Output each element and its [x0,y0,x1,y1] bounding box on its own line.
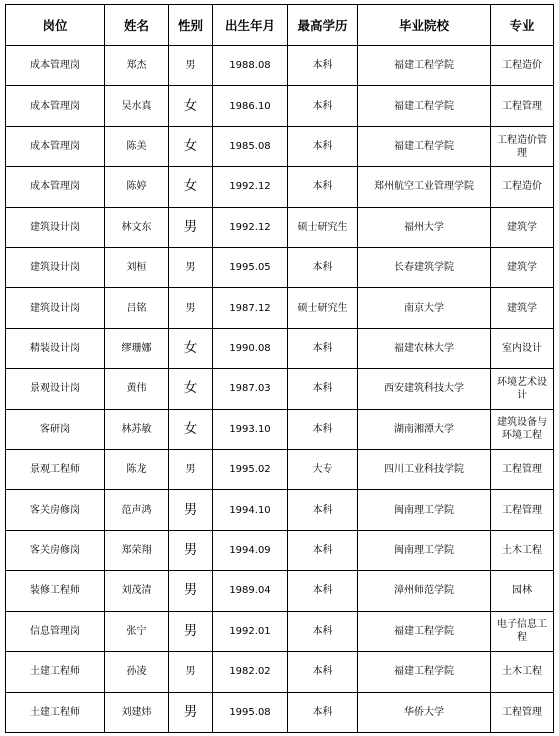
cell-birth-date: 1992.12 [213,207,288,247]
table-row [6,571,554,611]
table-row [6,328,554,368]
cell-major: 园林 [491,571,554,611]
cell-birth-date: 1995.08 [213,692,288,733]
cell-position: 土建工程师 [6,652,105,692]
cell-major: 建筑学 [491,248,554,288]
cell-major: 工程管理 [491,692,554,733]
cell-education: 本科 [288,86,358,126]
cell-gender: 女 [169,369,213,409]
table-row [6,288,554,328]
cell-school: 西安建筑科技大学 [358,369,491,409]
table-row [6,450,554,490]
cell-birth-date: 1994.09 [213,530,288,570]
cell-major: 工程管理 [491,86,554,126]
cell-birth-date: 1990.08 [213,328,288,368]
cell-school: 华侨大学 [358,692,491,733]
cell-name: 刘茂清 [105,571,169,611]
cell-birth-date: 1994.10 [213,490,288,530]
cell-position: 客关房修岗 [6,530,105,570]
cell-birth-date: 1989.04 [213,571,288,611]
cell-birth-date: 1993.10 [213,409,288,449]
cell-education: 本科 [288,167,358,207]
cell-position: 景观设计岗 [6,369,105,409]
cell-school: 福建工程学院 [358,86,491,126]
cell-major: 工程管理 [491,490,554,530]
cell-name: 吕铭 [105,288,169,328]
cell-education: 本科 [288,652,358,692]
table-row [6,167,554,207]
cell-position: 成本管理岗 [6,126,105,166]
cell-birth-date: 1985.08 [213,126,288,166]
cell-education: 本科 [288,692,358,733]
cell-education: 本科 [288,611,358,651]
cell-birth-date: 1982.02 [213,652,288,692]
cell-gender: 男 [169,46,213,86]
cell-position: 成本管理岗 [6,46,105,86]
cell-name: 吴水真 [105,86,169,126]
cell-position: 建筑设计岗 [6,248,105,288]
cell-education: 本科 [288,248,358,288]
cell-school: 湖南湘潭大学 [358,409,491,449]
cell-major: 工程管理 [491,450,554,490]
cell-birth-date: 1995.05 [213,248,288,288]
cell-name: 孙凌 [105,652,169,692]
cell-major: 室内设计 [491,328,554,368]
cell-gender: 男 [169,248,213,288]
cell-school: 四川工业科技学院 [358,450,491,490]
table-row [6,530,554,570]
table-row [6,652,554,692]
cell-gender: 男 [169,571,213,611]
cell-name: 陈美 [105,126,169,166]
cell-birth-date: 1987.12 [213,288,288,328]
cell-name: 林苏敏 [105,409,169,449]
cell-gender: 男 [169,288,213,328]
cell-gender: 男 [169,207,213,247]
cell-position: 客关房修岗 [6,490,105,530]
cell-name: 刘建炜 [105,692,169,733]
cell-name: 林文东 [105,207,169,247]
cell-birth-date: 1995.02 [213,450,288,490]
cell-position: 成本管理岗 [6,86,105,126]
cell-birth-date: 1992.12 [213,167,288,207]
cell-birth-date: 1986.10 [213,86,288,126]
cell-name: 陈婷 [105,167,169,207]
table-row [6,409,554,449]
table-row [6,611,554,651]
cell-position: 成本管理岗 [6,167,105,207]
cell-birth-date: 1988.08 [213,46,288,86]
cell-school: 闽南理工学院 [358,530,491,570]
cell-name: 郑杰 [105,46,169,86]
header-birth-date: 出生年月 [213,5,288,46]
cell-name: 陈龙 [105,450,169,490]
table-row [6,207,554,247]
cell-position: 景观工程师 [6,450,105,490]
cell-gender: 男 [169,530,213,570]
cell-school: 漳州师范学院 [358,571,491,611]
cell-major: 环境艺术设计 [491,369,554,409]
cell-gender: 女 [169,126,213,166]
cell-gender: 女 [169,86,213,126]
table-row [6,46,554,86]
cell-school: 福州大学 [358,207,491,247]
cell-gender: 男 [169,490,213,530]
cell-gender: 女 [169,409,213,449]
header-gender: 性别 [169,5,213,46]
cell-position: 建筑设计岗 [6,288,105,328]
cell-education: 本科 [288,46,358,86]
cell-name: 缪珊娜 [105,328,169,368]
cell-education: 本科 [288,530,358,570]
cell-gender: 男 [169,652,213,692]
cell-education: 本科 [288,409,358,449]
cell-name: 范声鸿 [105,490,169,530]
cell-education: 本科 [288,571,358,611]
header-row [6,5,554,46]
cell-position: 信息管理岗 [6,611,105,651]
cell-education: 硕士研究生 [288,207,358,247]
table-row [6,490,554,530]
cell-major: 工程造价 [491,46,554,86]
cell-major: 建筑设备与环境工程 [491,409,554,449]
cell-position: 建筑设计岗 [6,207,105,247]
header-education: 最高学历 [288,5,358,46]
cell-education: 大专 [288,450,358,490]
cell-education: 本科 [288,369,358,409]
cell-school: 福建工程学院 [358,611,491,651]
cell-major: 电子信息工程 [491,611,554,651]
cell-education: 硕士研究生 [288,288,358,328]
table-body [6,46,554,733]
header-major: 专业 [491,5,554,46]
cell-school: 福建工程学院 [358,46,491,86]
cell-gender: 男 [169,611,213,651]
cell-gender: 男 [169,450,213,490]
cell-name: 张宁 [105,611,169,651]
cell-position: 客研岗 [6,409,105,449]
cell-position: 精装设计岗 [6,328,105,368]
cell-name: 刘桓 [105,248,169,288]
cell-birth-date: 1987.03 [213,369,288,409]
staff-table [5,4,554,733]
header-name: 姓名 [105,5,169,46]
table-row [6,692,554,733]
cell-school: 郑州航空工业管理学院 [358,167,491,207]
cell-birth-date: 1992.01 [213,611,288,651]
cell-major: 土木工程 [491,530,554,570]
cell-position: 土建工程师 [6,692,105,733]
cell-position: 装修工程师 [6,571,105,611]
table-row [6,248,554,288]
cell-major: 建筑学 [491,207,554,247]
cell-school: 福建农林大学 [358,328,491,368]
table-row [6,126,554,166]
cell-education: 本科 [288,328,358,368]
cell-school: 闽南理工学院 [358,490,491,530]
cell-major: 土木工程 [491,652,554,692]
header-school: 毕业院校 [358,5,491,46]
cell-education: 本科 [288,126,358,166]
cell-name: 郑荣翔 [105,530,169,570]
cell-major: 建筑学 [491,288,554,328]
cell-education: 本科 [288,490,358,530]
cell-school: 福建工程学院 [358,126,491,166]
cell-major: 工程造价管理 [491,126,554,166]
cell-name: 黄伟 [105,369,169,409]
cell-school: 长春建筑学院 [358,248,491,288]
cell-gender: 男 [169,692,213,733]
table-row [6,369,554,409]
cell-major: 工程造价 [491,167,554,207]
cell-school: 福建工程学院 [358,652,491,692]
cell-school: 南京大学 [358,288,491,328]
cell-gender: 女 [169,328,213,368]
cell-gender: 女 [169,167,213,207]
table-row [6,86,554,126]
header-position: 岗位 [6,5,105,46]
